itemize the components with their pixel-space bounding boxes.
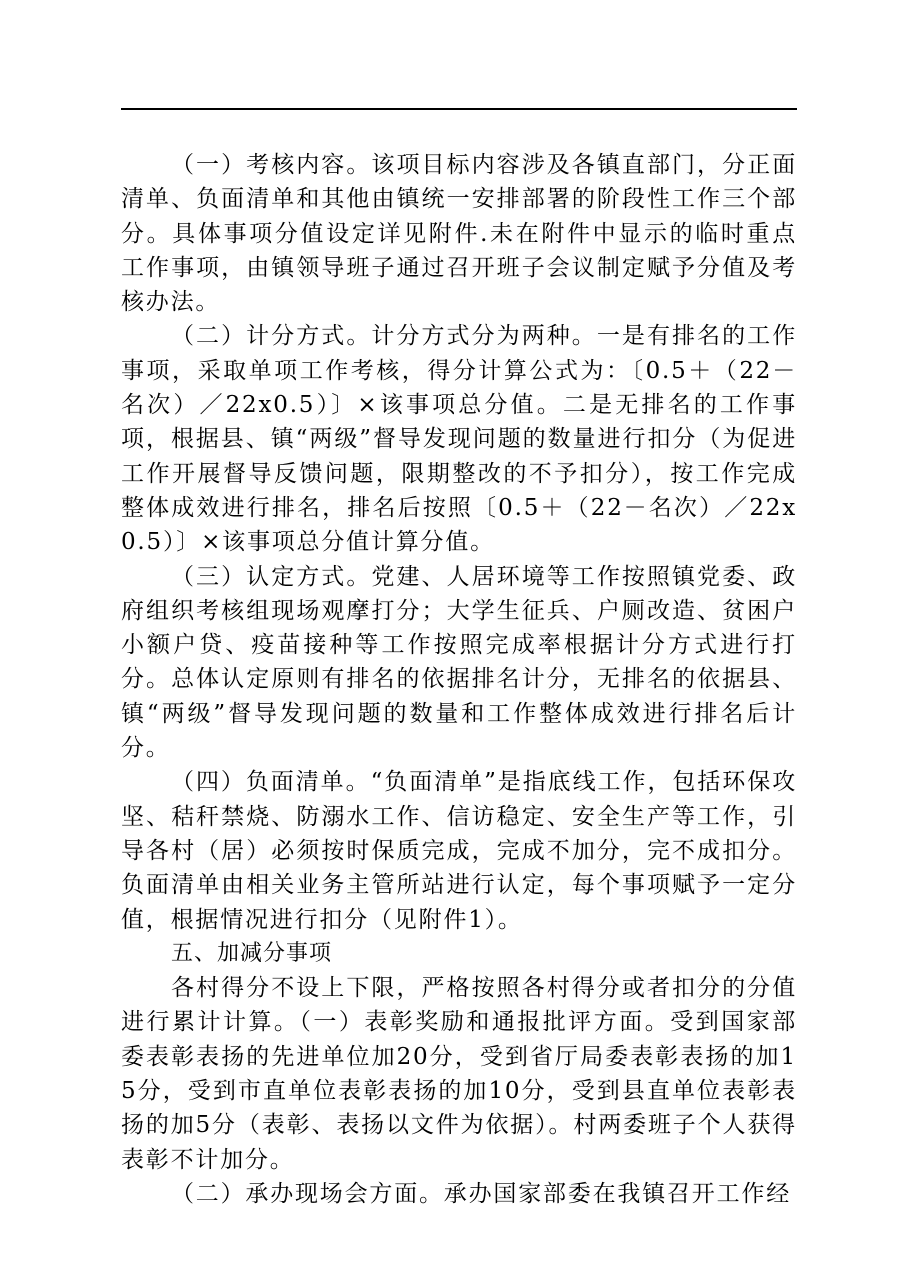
document-body	[121, 148, 797, 1211]
paragraph-hosting-meetings: （二）承办现场会方面。承办国家部委在我镇召开工作经	[171, 1180, 791, 1207]
paragraph-scoring-method: （二）计分方式。计分方式分为两种。一是有排名的工作事项，采取单项工作考核，得分计算公式为：〔0.5＋（22－名次）／22x0.5）〕×该事项总分值。二是无排名的工作事项，根据县、镇“两级”督导发现问题的数量进行扣分（为促进工作开展督导反馈问题，限期整改的不予扣分），按工作完成整体成效进行排名，排名后按照〔0.5＋（22－名次）／22x0.5）〕×该事项总分值计算分值。	[121, 323, 797, 556]
paragraph-determination-method: （三）认定方式。党建、人居环境等工作按照镇党委、政府组织考核组现场观摩打分；大学生征兵、户厕改造、贫困户小额户贷、疫苗接种等工作按照完成率根据计分方式进行打分。总体认定原则有排名的依据排名计分，无排名的依据县、镇“两级”督导发现问题的数量和工作整体成效进行排名后计分。	[121, 563, 797, 762]
paragraph-bonus-rules: 各村得分不设上下限，严格按照各村得分或者扣分的分值进行累计计算。（一）表彰奖励和通报批评方面。受到国家部委表彰表扬的先进单位加20分，受到省厅局委表彰表扬的加15分，受到市直单位表彰表扬的加10分，受到县直单位表彰表扬的加5分（表彰、表扬以文件为依据）。村两委班子个人获得表彰不计加分。	[121, 975, 797, 1173]
section-heading: 五、加减分事项	[171, 940, 333, 966]
header-rule	[121, 108, 797, 110]
paragraph-negative-list: （四）负面清单。“负面清单”是指底线工作，包括环保攻坚、秸秆禁烧、防溺水工作、信访稳定、安全生产等工作，引导各村（居）必须按时保质完成，完成不加分，完不成扣分。负面清单由相关业务主管所站进行认定，每个事项赋予一定分值，根据情况进行扣分（见附件1）。	[121, 769, 797, 933]
paragraph-assessment-content: （一）考核内容。该项目标内容涉及各镇直部门，分正面清单、负面清单和其他由镇统一安排部署的阶段性工作三个部分。具体事项分值设定详见附件.未在附件中显示的临时重点工作事项，由镇领导班子通过召开班子会议制定赋予分值及考核办法。	[121, 152, 797, 316]
